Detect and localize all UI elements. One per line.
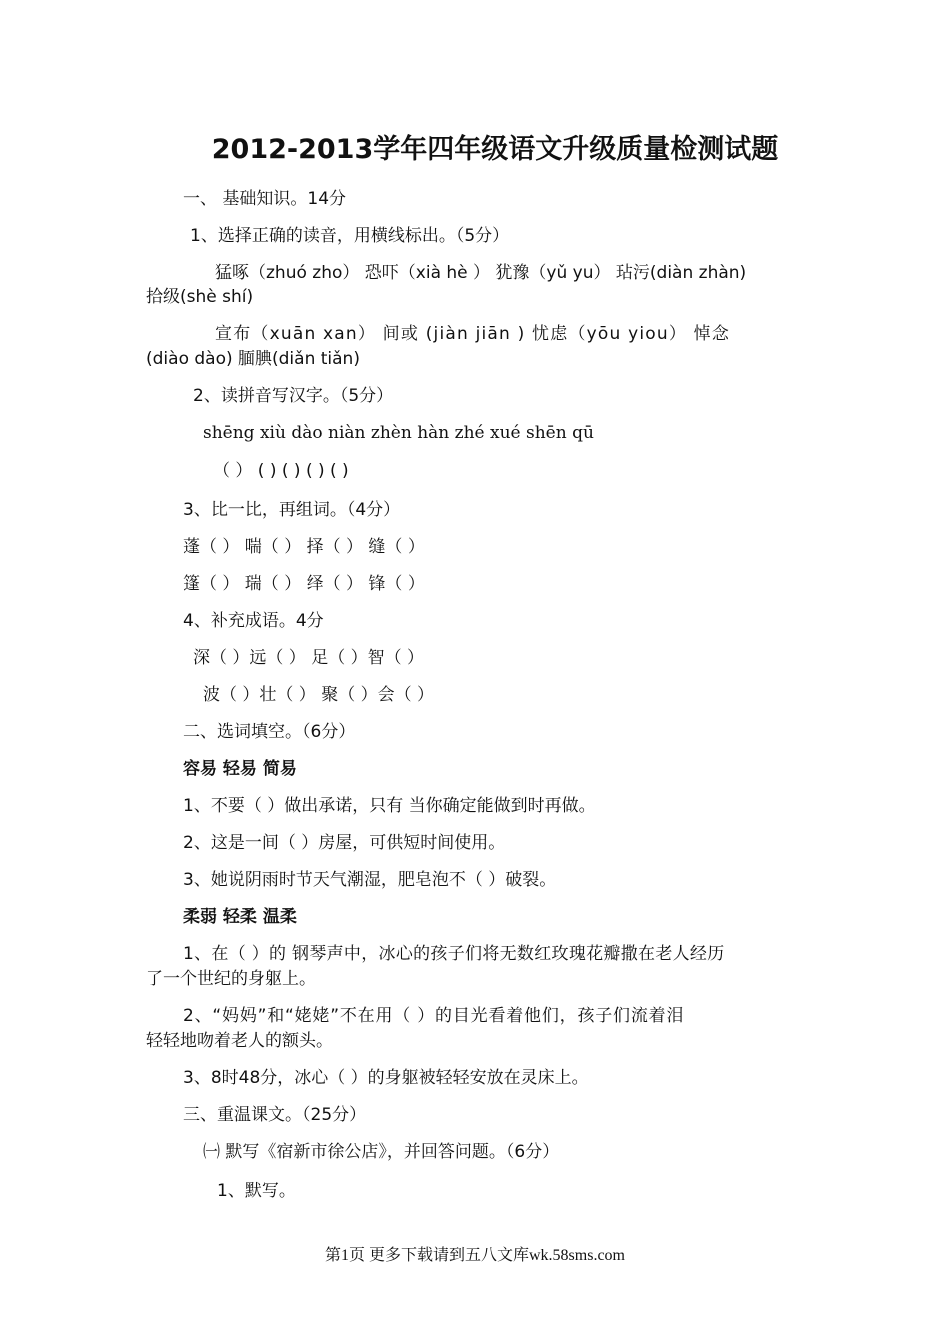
section-1-heading: 一、 基础知识。14分 (183, 189, 347, 209)
idiom-row-2: 波（ ）壮（ ） 聚（ ）会（ ） (203, 685, 435, 705)
fill-2-5-line-2: 轻轻地吻着老人的额头。 (146, 1031, 333, 1051)
idiom-row-1: 深（ ）远（ ） 足（ ）智（ ） (193, 648, 425, 668)
compare-row-2: 篷（ ） 瑞（ ） 绎（ ） 锋（ ） (183, 574, 425, 594)
fill-2-2: 2、这是一间（ ）房屋，可供短时间使用。 (183, 833, 506, 853)
page-footer: 第1页 更多下载请到五八文库wk.58sms.com (324, 1247, 625, 1264)
compare-row-1: 蓬（ ） 喘（ ） 择（ ） 缝（ ） (183, 537, 425, 557)
fill-2-4-line-1: 1、在（ ）的 钢琴声中，冰心的孩子们将无数红玫瑰花瓣撒在老人经历 (183, 944, 725, 964)
answer-blanks: （ ） ( ) ( ) ( ) ( ) (213, 461, 349, 481)
fill-2-5-line-1: 2、“妈妈”和“姥姥”不在用（ ）的目光看着他们，孩子们流着泪 (183, 1006, 685, 1026)
fill-2-6: 3、8时48分，冰心（ ）的身躯被轻轻安放在灵床上。 (183, 1068, 589, 1088)
question-3-1: ㈠ 默写《宿新市徐公店》，并回答问题。（6分） (203, 1142, 560, 1162)
pinyin-options-line-4: (diào dào) 腼腆(diǎn tiǎn) (146, 349, 360, 369)
question-1-2: 2、读拼音写汉字。（5分） (193, 386, 394, 406)
fill-2-4-line-2: 了一个世纪的身躯上。 (146, 969, 316, 989)
word-choices-2: 柔弱 轻柔 温柔 (183, 907, 297, 927)
section-2-heading: 二、选词填空。（6分） (183, 722, 356, 742)
question-3-1-1: 1、默写。 (217, 1181, 296, 1201)
question-1-3: 3、比一比，再组词。（4分） (183, 500, 401, 520)
pinyin-options-line-2: 拾级(shè shí) (146, 287, 254, 307)
pinyin-options-line-1: 猛啄（zhuó zho） 恐吓（xià hè ） 犹豫（yǔ yu） 玷污(diàn zhàn) (215, 263, 747, 283)
section-3-heading: 三、重温课文。（25分） (183, 1105, 367, 1125)
word-choices-1: 容易 轻易 简易 (183, 759, 297, 779)
question-1-4: 4、补充成语。4分 (183, 611, 324, 631)
page-title: 2012-2013学年四年级语文升级质量检测试题 (211, 134, 779, 165)
fill-2-1: 1、不要（ ）做出承诺，只有 当你确定能做到时再做。 (183, 796, 596, 816)
question-1-1: 1、选择正确的读音，用横线标出。（5分） (190, 226, 510, 246)
fill-2-3: 3、她说阴雨时节天气潮湿，肥皂泡不（ ）破裂。 (183, 870, 557, 890)
pinyin-options-line-3: 宣布（xuān xan） 间或 (jiàn jiān ) 忧虑（yōu yiou） 悼念 (215, 324, 731, 344)
pinyin-prompts: shēng xiù dào niàn zhèn hàn zhé xué shēn qū (203, 423, 594, 443)
